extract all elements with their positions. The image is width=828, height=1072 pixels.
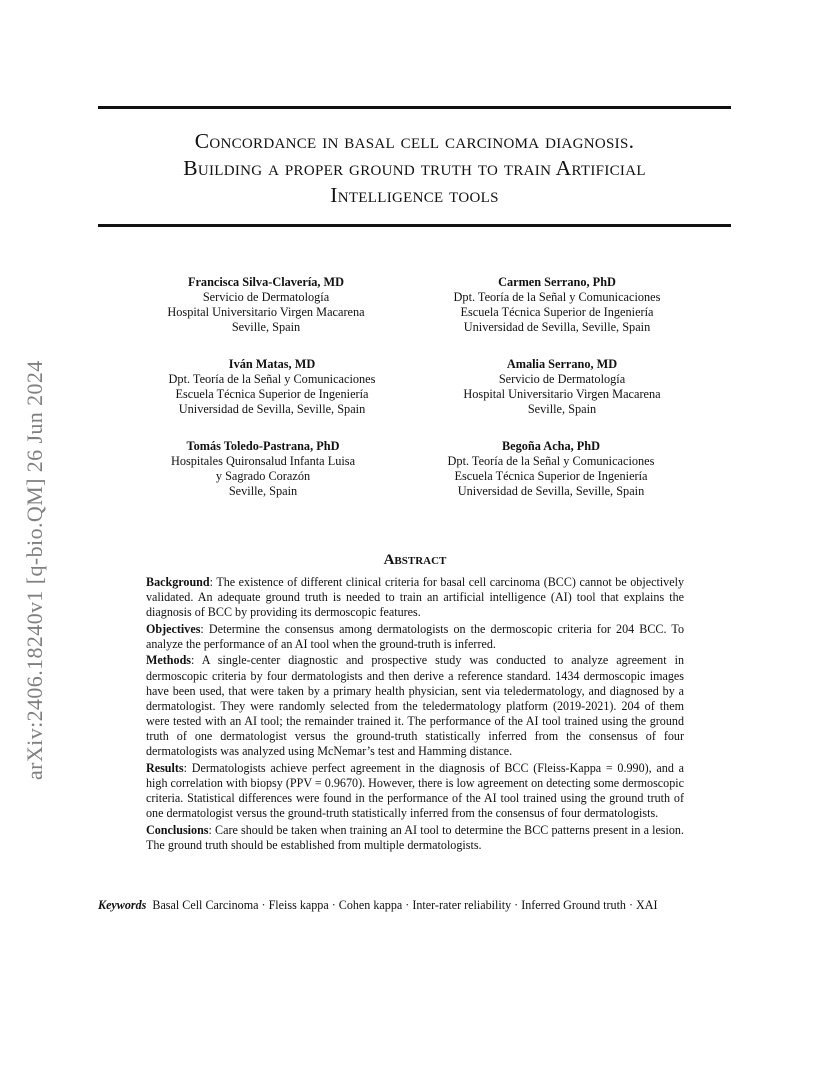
author-affiliation-line: Dpt. Teoría de la Señal y Comunicaciones — [168, 372, 376, 386]
title-line: Concordance in basal cell carcinoma diagnosis. — [194, 129, 635, 153]
author-affiliation-line: Servicio de Dermatología — [498, 372, 626, 386]
abstract-section-label: Objectives — [146, 621, 201, 636]
abstract-section-text: : Care should be taken when training an AI tool to determine the BCC patterns present in a lesion. The ground truth should be established from multiple dermatologists. — [146, 822, 684, 852]
author-affiliation-line: Dpt. Teoría de la Señal y Comunicaciones — [447, 454, 655, 468]
abstract-section-label: Background — [146, 575, 210, 589]
abstract-section-conclusions — [146, 823, 684, 853]
title-top-rule — [98, 106, 731, 109]
title-line: Building a proper ground truth to train Artificial — [183, 156, 646, 180]
author-affiliation-line: Escuela Técnica Superior de Ingeniería — [454, 469, 648, 483]
keywords-line — [98, 898, 758, 913]
keywords-label: Keywords — [98, 898, 147, 912]
author-affiliation-line: Hospital Universitario Virgen Macarena — [463, 387, 661, 401]
author-affiliation-line: Seville, Spain — [231, 320, 301, 334]
author-block — [401, 439, 701, 499]
author-affiliation-line: Dpt. Teoría de la Señal y Comunicaciones — [453, 290, 661, 304]
abstract-section-text: : Dermatologists achieve perfect agreement in the diagnosis of BCC (Fleiss-Kappa = 0.990), and a high correlation with biopsy (PPV = 0.9670). However, there is low agreement on detecting some dermoscopic criteria. Statistical differences were found in the performance of the AI tool trained using the ground truth of one dermatologist versus the ground-truth statistically inferred from the consensus of four dermatologists. — [146, 760, 684, 820]
abstract-section-label: Methods — [146, 653, 192, 668]
author-name: Carmen Serrano, PhD — [498, 275, 616, 289]
abstract-section-results — [146, 761, 684, 821]
author-name: Amalia Serrano, MD — [506, 357, 618, 371]
abstract-section-label: Conclusions — [146, 822, 209, 837]
author-name: Begoña Acha, PhD — [501, 439, 601, 453]
paper-title — [98, 128, 731, 209]
author-affiliation-line: Hospitales Quironsalud Infanta Luisa — [170, 454, 356, 468]
title-line: Intelligence tools — [330, 183, 499, 207]
author-block — [113, 439, 413, 499]
author-affiliation-line: Universidad de Sevilla, Seville, Spain — [457, 484, 645, 498]
abstract-section-label: Results — [146, 760, 184, 775]
abstract-section-text: : A single-center diagnostic and prospective study was conducted to analyze agreement in dermoscopic criteria by four dermatologists and then derive a reference standard. 1434 dermoscopic images have been used, that were taken by a primary health physician, sent via teledermatology, and diagnosed by a dermatologist. They were randomly selected from the teledermatology platform (2019-2021). 204 of them were tested with an AI tool; the remainder trained it. The performance of the AI tool trained using the ground truth of one dermatologist versus the ground-truth statistically inferred from the consensus of four dermatologists was analyzed using McNemar’s test and Hamming distance. — [146, 653, 684, 759]
author-name: Tomás Toledo-Pastrana, PhD — [186, 439, 340, 453]
abstract-section-background — [146, 575, 684, 620]
author-block — [407, 275, 707, 335]
keywords-list: Basal Cell Carcinoma · Fleiss kappa · Cohen kappa · Inter-rater reliability · Inferred Ground truth · XAI — [152, 898, 658, 912]
author-block — [122, 357, 422, 417]
author-affiliation-line: Servicio de Dermatología — [202, 290, 330, 304]
author-affiliation-line: y Sagrado Corazón — [215, 469, 311, 483]
author-block — [116, 275, 416, 335]
abstract-heading: Abstract — [383, 552, 447, 568]
author-affiliation-line: Seville, Spain — [228, 484, 298, 498]
abstract-section-methods — [146, 653, 684, 759]
author-affiliation-line: Escuela Técnica Superior de Ingeniería — [460, 305, 654, 319]
abstract-section-text: : Determine the consensus among dermatologists on the dermoscopic criteria for 204 BCC. To analyze the performance of an AI tool when the ground-truth is inferred. — [146, 621, 684, 651]
title-bottom-rule — [98, 224, 731, 227]
author-affiliation-line: Escuela Técnica Superior de Ingeniería — [175, 387, 369, 401]
abstract-section-text: : The existence of different clinical criteria for basal cell carcinoma (BCC) cannot be objectively validated. An adequate ground truth is needed to train an artificial intelligence (AI) tool that explains the diagnosis of BCC by providing its dermoscopic features. — [146, 575, 684, 620]
abstract-body — [146, 575, 684, 854]
author-affiliation-line: Seville, Spain — [527, 402, 597, 416]
author-affiliation-line: Universidad de Sevilla, Seville, Spain — [463, 320, 651, 334]
abstract-section-objectives — [146, 622, 684, 652]
author-name: Francisca Silva-Clavería, MD — [187, 275, 345, 289]
author-affiliation-line: Universidad de Sevilla, Seville, Spain — [178, 402, 366, 416]
author-block — [412, 357, 712, 417]
author-name: Iván Matas, MD — [228, 357, 316, 371]
author-affiliation-line: Hospital Universitario Virgen Macarena — [167, 305, 365, 319]
arxiv-identifier: arXiv:2406.18240v1 [q-bio.QM] 26 Jun 2024 — [22, 360, 47, 780]
